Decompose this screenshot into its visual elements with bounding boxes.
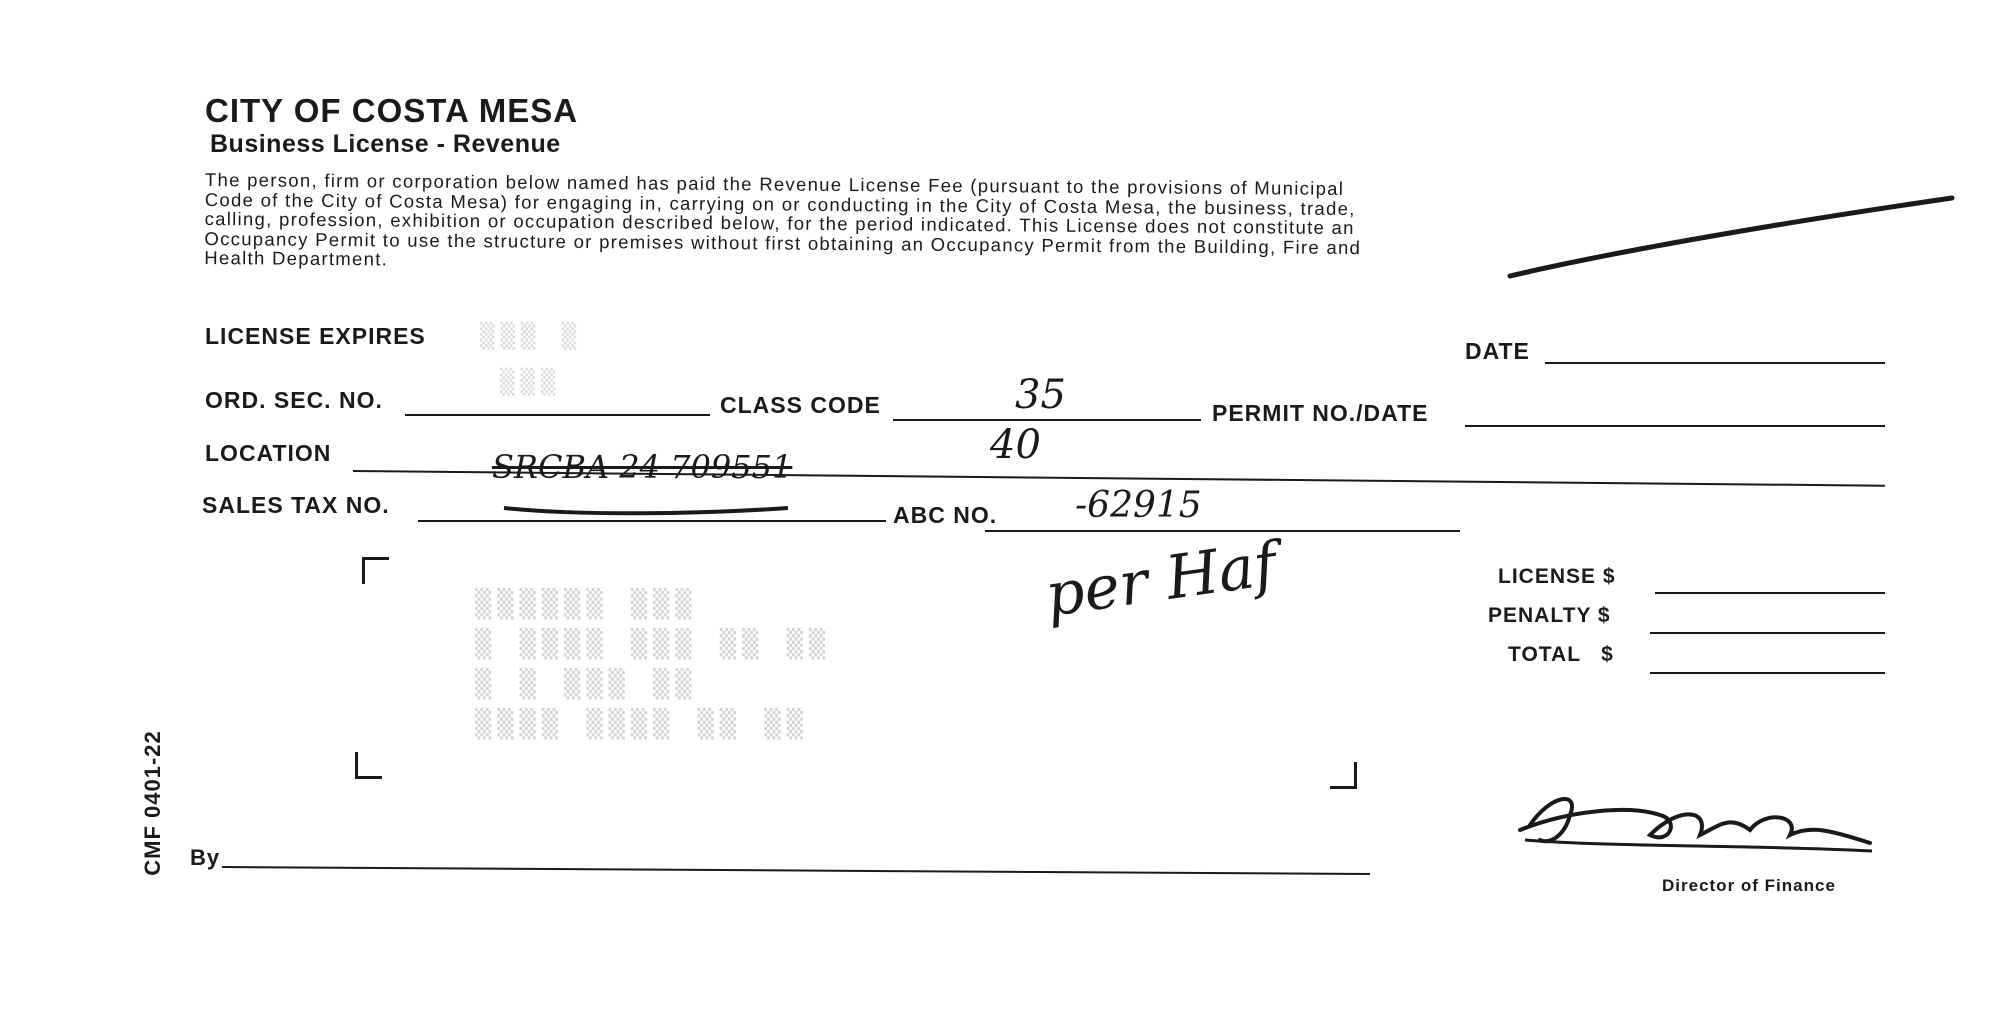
ord-sec-line — [405, 414, 710, 416]
license-fee-line — [1655, 592, 1885, 594]
license-fee-label: LICENSE $ — [1498, 565, 1616, 588]
abc-handwritten-value: -62915 — [1075, 485, 1202, 526]
class-code-second-value: 40 — [990, 422, 1041, 468]
permit-no-label: PERMIT NO./DATE — [1212, 400, 1429, 426]
faded-code-text: ▒▒▒ — [500, 368, 562, 396]
total-fee-line — [1650, 672, 1885, 674]
total-fee-label: TOTAL $ — [1508, 643, 1614, 666]
faded-expiry-text: ▒▒▒ ▒ — [480, 322, 583, 350]
location-handwritten-value: SRCBA 24 709551 — [492, 448, 793, 486]
by-label: By — [190, 845, 221, 870]
by-signature-line — [222, 866, 1370, 875]
city-title: CITY OF COSTA MESA — [205, 92, 579, 129]
class-code-line — [893, 419, 1201, 421]
form-code: CMF 0401-22 — [139, 730, 165, 876]
address-window-corner-top-left — [362, 557, 389, 584]
penalty-fee-line — [1650, 632, 1885, 634]
license-terms-paragraph: The person, firm or corporation below named has paid the Revenue License Fee (pursuant to the provisions of Municipal Code of the City of Costa Mesa) for engaging in, carrying on or conducting in the City of Costa Mesa, the business, trade, calling, profession, exhibition or occupation described below, for the period indicated. This License does not constitute an Occupancy Permit to use the structure or premises without first obtaining an Occupancy Permit from the Building, Fire and Health Department. — [204, 169, 1362, 270]
underline-scribble — [500, 500, 800, 520]
ord-sec-label: ORD. SEC. NO. — [205, 387, 383, 413]
address-window-corner-bottom-right — [1330, 762, 1357, 789]
class-code-label: CLASS CODE — [720, 392, 881, 418]
address-window-corner-bottom-left — [355, 752, 382, 779]
date-label: DATE — [1465, 338, 1530, 364]
date-line — [1545, 362, 1885, 364]
director-signature — [1510, 785, 1880, 865]
abc-no-label: ABC NO. — [893, 502, 998, 528]
pen-stroke-mark — [1500, 190, 1960, 290]
abc-line — [985, 530, 1460, 532]
sales-tax-line — [418, 520, 886, 522]
location-label: LOCATION — [205, 440, 332, 466]
class-code-handwritten-value: 35 — [1015, 372, 1066, 418]
faded-mailing-address: ▒▒▒▒▒▒ ▒▒▒ ▒ ▒▒▒▒ ▒▒▒ ▒▒ ▒▒ ▒ ▒ ▒▒▒ ▒▒ ▒▒▒▒ ▒▒▒▒ ▒▒ ▒▒ — [475, 589, 832, 740]
permit-line — [1465, 425, 1885, 427]
sales-tax-label: SALES TAX NO. — [202, 492, 390, 518]
license-type-subtitle: Business License - Revenue — [210, 130, 561, 158]
director-of-finance-caption: Director of Finance — [1662, 876, 1836, 895]
penalty-fee-label: PENALTY $ — [1488, 604, 1611, 627]
handwritten-note: per Haf — [1041, 529, 1281, 631]
license-expires-label: LICENSE EXPIRES — [205, 323, 426, 349]
